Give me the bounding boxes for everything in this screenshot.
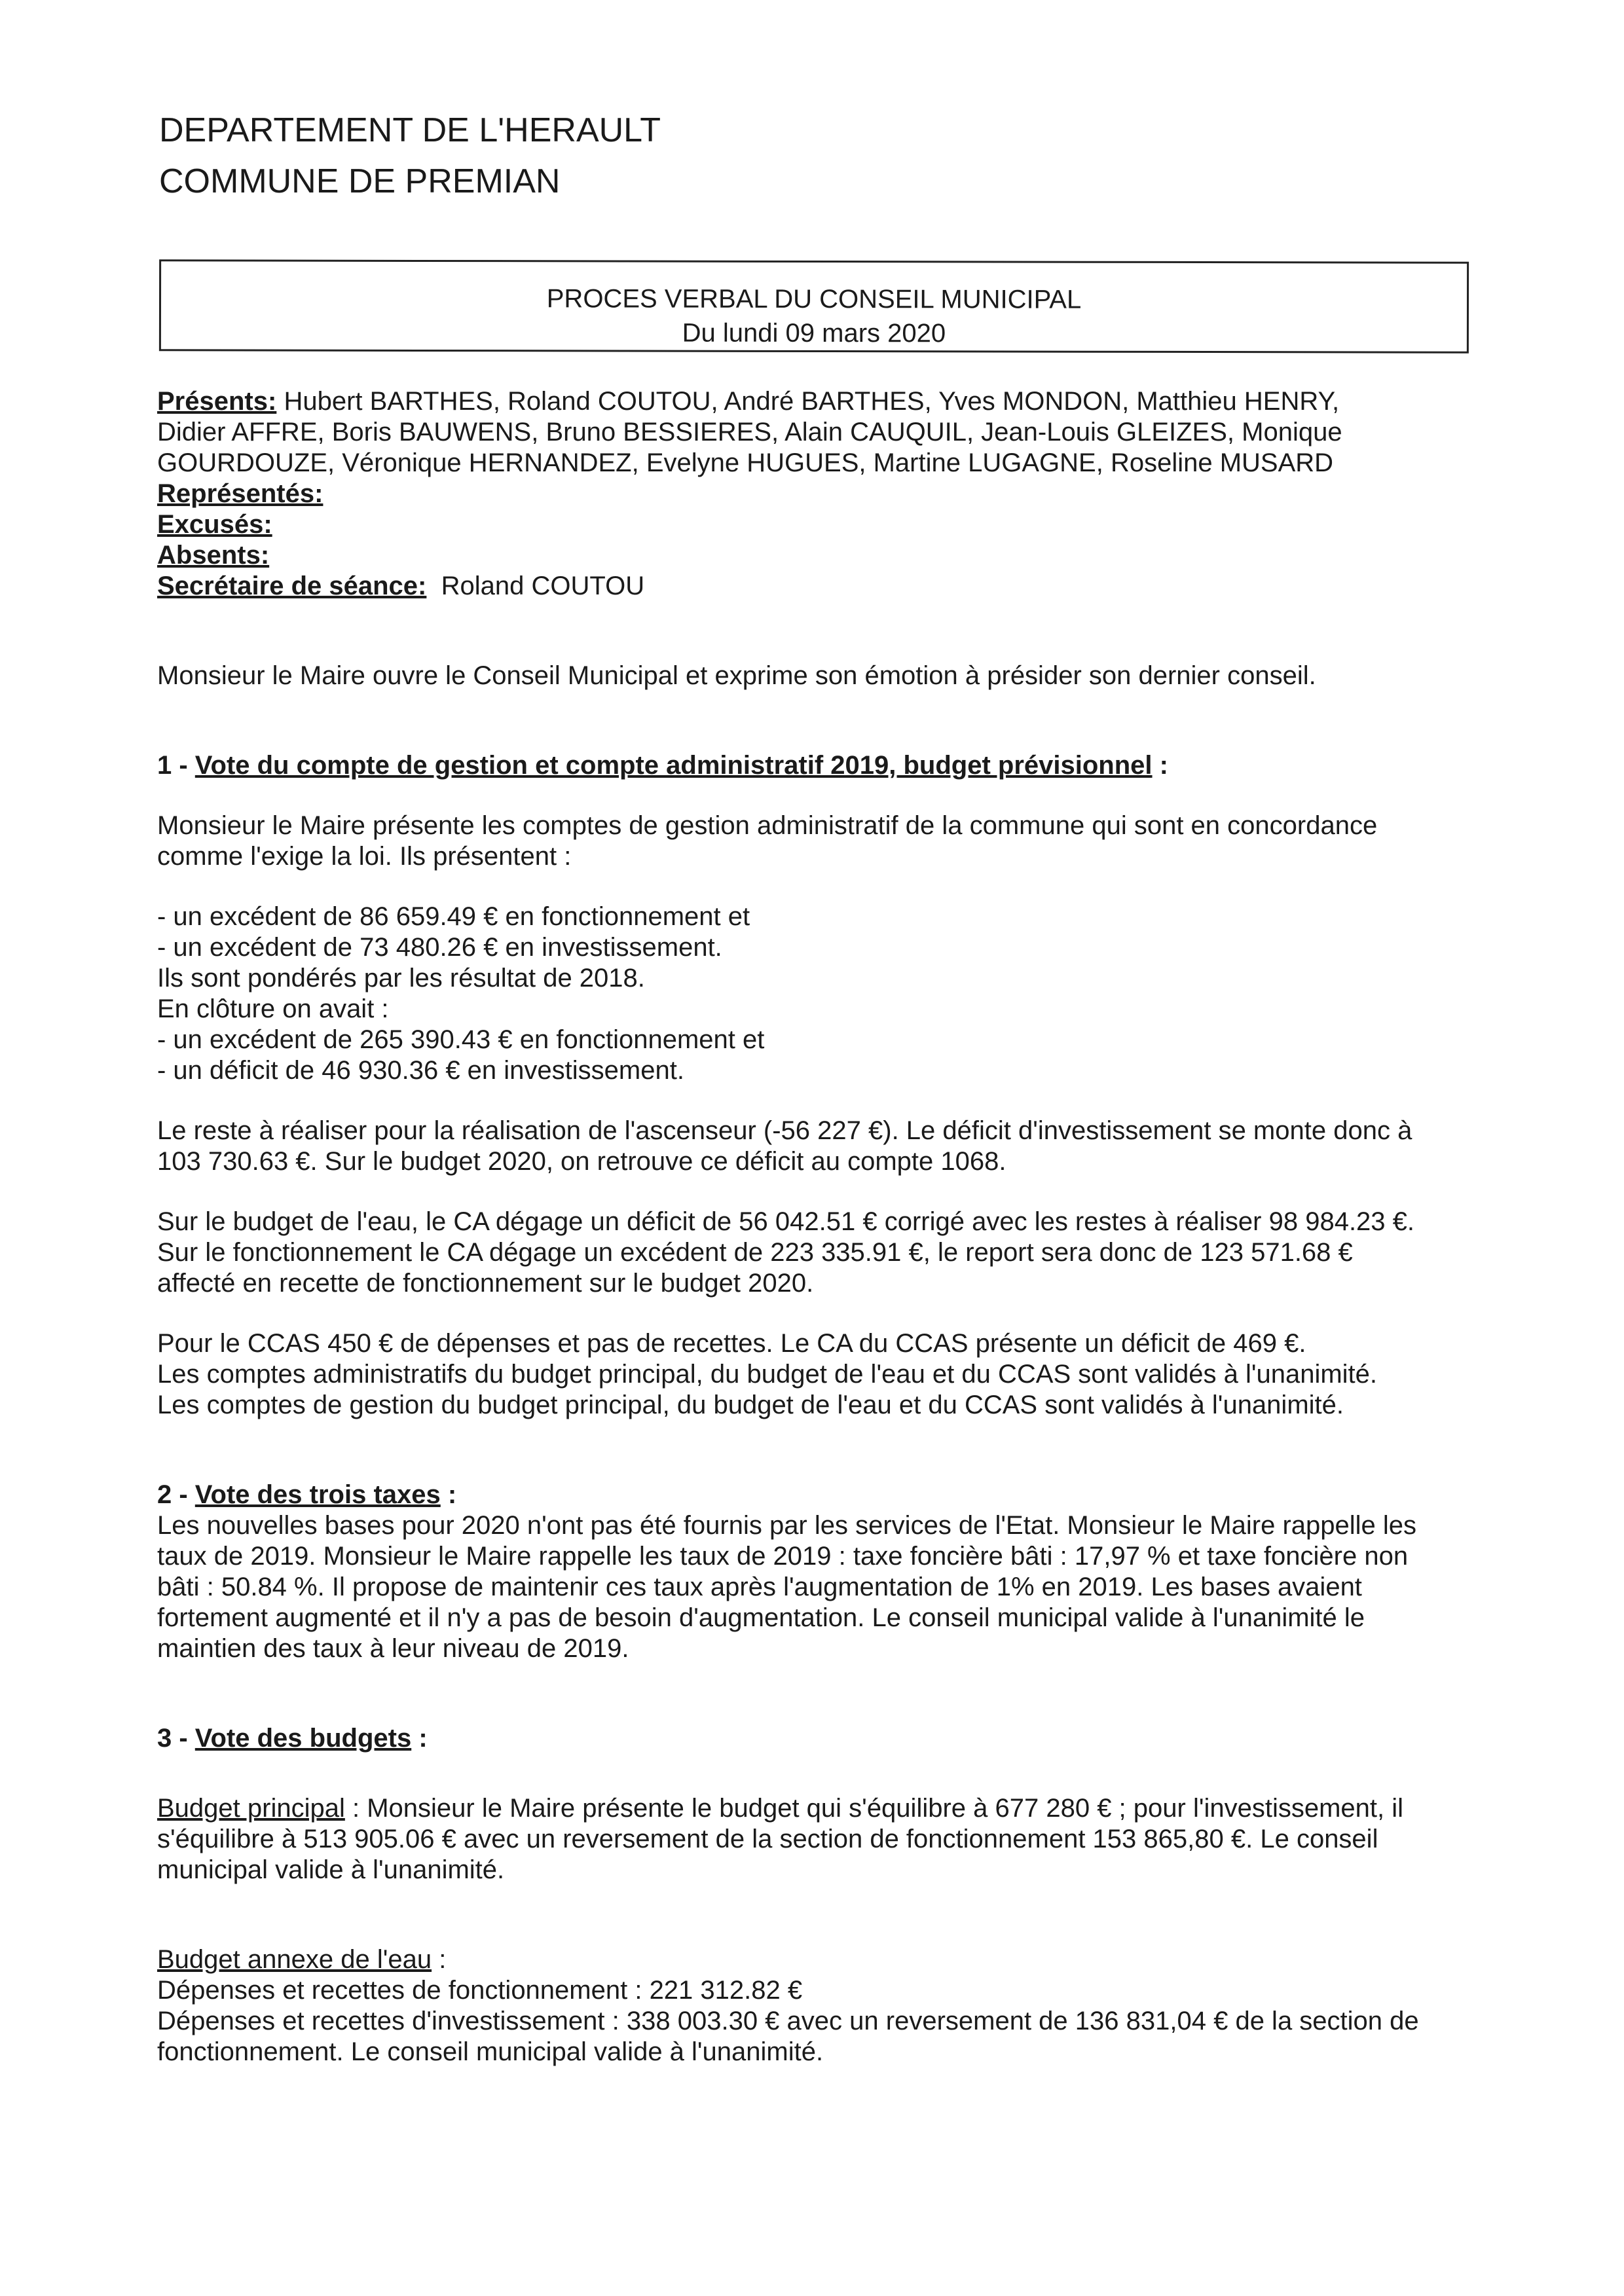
document-title: PROCES VERBAL DU CONSEIL MUNICIPAL [546,284,1082,314]
title-box [159,259,1469,353]
budget-eau-line3: fonctionnement. Le conseil municipal valide à l'unanimité. [157,2037,824,2066]
secretaire-value: Roland COUTOU [441,572,645,600]
section-1-p3-line3: affecté en recette de fonctionnement sur le budget 2020. [157,1269,814,1298]
budget-eau-label: Budget annexe de l'eau [157,1945,432,1974]
document-header [159,105,661,207]
budget-principal-line1: Budget principal : Monsieur le Maire présente le budget qui s'équilibre à 677 280 € ; pour l'investissement, il [157,1794,1404,1823]
absents-label: Absents: [157,541,270,570]
intro-paragraph: Monsieur le Maire ouvre le Conseil Municipal et exprime son émotion à présider son dernier conseil. [157,661,1316,690]
secretaire-label: Secrétaire de séance: [157,572,427,600]
section-1-p1-line1: Monsieur le Maire présente les comptes de gestion administratif de la commune qui sont en concordance [157,811,1378,840]
excuses-label: Excusés: [157,510,272,539]
section-3-heading: 3 - Vote des budgets : [157,1724,428,1753]
presents-label: Présents: [157,387,277,416]
section-1-item: Ils sont pondérés par les résultat de 2018. [157,964,645,993]
section-2-line: taux de 2019. Monsieur le Maire rappelle les taux de 2019 : taxe foncière bâti : 17,97 % et taxe foncière non [157,1542,1409,1571]
commune-name: COMMUNE DE PREMIAN [159,162,561,200]
section-1-item: En clôture on avait : [157,994,389,1023]
budget-eau-line2: Dépenses et recettes d'investissement : 338 003.30 € avec un reversement de 136 831,04 € de la section de [157,2007,1419,2035]
budget-eau-heading: Budget annexe de l'eau : [157,1945,447,1974]
section-1-p4-line2: Les comptes administratifs du budget principal, du budget de l'eau et du CCAS sont validés à l'unanimité. [157,1360,1378,1389]
representes-label: Représentés: [157,479,323,508]
presents-names-3: GOURDOUZE, Véronique HERNANDEZ, Evelyne HUGUES, Martine LUGAGNE, Roseline MUSARD [157,448,1334,477]
section-3-title: Vote des budgets [194,1724,412,1753]
section-2-line: Les nouvelles bases pour 2020 n'ont pas été fournis par les services de l'Etat. Monsieur le Maire rappelle les [157,1511,1417,1540]
document-body [157,386,1473,2068]
section-1-item: - un excédent de 86 659.49 € en fonctionnement et [157,902,750,931]
budget-principal-line3: municipal valide à l'unanimité. [157,1855,505,1884]
department-name: DEPARTEMENT DE L'HERAULT [159,111,661,149]
section-2-line: bâti : 50.84 %. Il propose de maintenir ces taux après l'augmentation de 1% en 2019. Les bases avaient [157,1573,1362,1601]
section-1-heading: 1 - Vote du compte de gestion et compte administratif 2019, budget prévisionnel : [157,751,1168,780]
section-1-p2-line1: Le reste à réaliser pour la réalisation de l'ascenseur (-56 227 €). Le déficit d'investissement se monte donc à [157,1116,1412,1145]
section-1-p2-line2: 103 730.63 €. Sur le budget 2020, on retrouve ce déficit au compte 1068. [157,1147,1006,1176]
budget-principal-label: Budget principal [157,1794,345,1823]
section-1-p4-line3: Les comptes de gestion du budget principal, du budget de l'eau et du CCAS sont validés à l'unanimité. [157,1391,1344,1419]
presents-names-2: Didier AFFRE, Boris BAUWENS, Bruno BESSIERES, Alain CAUQUIL, Jean-Louis GLEIZES, Monique [157,418,1342,446]
budget-principal-line2: s'équilibre à 513 905.06 € avec un reversement de la section de fonctionnement 153 865,80 €. Le conseil [157,1825,1378,1853]
section-1-item: - un déficit de 46 930.36 € en investissement. [157,1056,684,1085]
secretaire-line [157,571,1473,602]
presents-names-1: Hubert BARTHES, Roland COUTOU, André BARTHES, Yves MONDON, Matthieu HENRY, [284,387,1340,416]
section-1-item: - un excédent de 73 480.26 € en investissement. [157,933,722,962]
section-1-item: - un excédent de 265 390.43 € en fonctionnement et [157,1025,765,1054]
meeting-date: Du lundi 09 mars 2020 [682,318,946,348]
section-2-title: Vote des trois taxes [194,1480,441,1509]
section-2-line: fortement augmenté et il n'y a pas de besoin d'augmentation. Le conseil municipal valide à l'unanimité le [157,1603,1365,1632]
section-1-p4-line1: Pour le CCAS 450 € de dépenses et pas de recettes. Le CA du CCAS présente un déficit de 469 €. [157,1329,1306,1358]
budget-eau-line1: Dépenses et recettes de fonctionnement : 221 312.82 € [157,1976,803,2005]
section-1-title: Vote du compte de gestion et compte administratif 2019, budget prévisionnel [194,751,1153,780]
section-1-p3-line1: Sur le budget de l'eau, le CA dégage un déficit de 56 042.51 € corrigé avec les restes à réaliser 98 984.23 €. [157,1207,1415,1236]
section-2-line: maintien des taux à leur niveau de 2019. [157,1634,629,1663]
presents-line [157,386,1473,417]
section-1-p3-line2: Sur le fonctionnement le CA dégage un excédent de 223 335.91 €, le report sera donc de 123 571.68 € [157,1238,1353,1267]
section-2-heading: 2 - Vote des trois taxes : [157,1480,457,1509]
section-1-p1-line2: comme l'exige la loi. Ils présentent : [157,842,572,871]
attendance-block [157,386,1473,602]
